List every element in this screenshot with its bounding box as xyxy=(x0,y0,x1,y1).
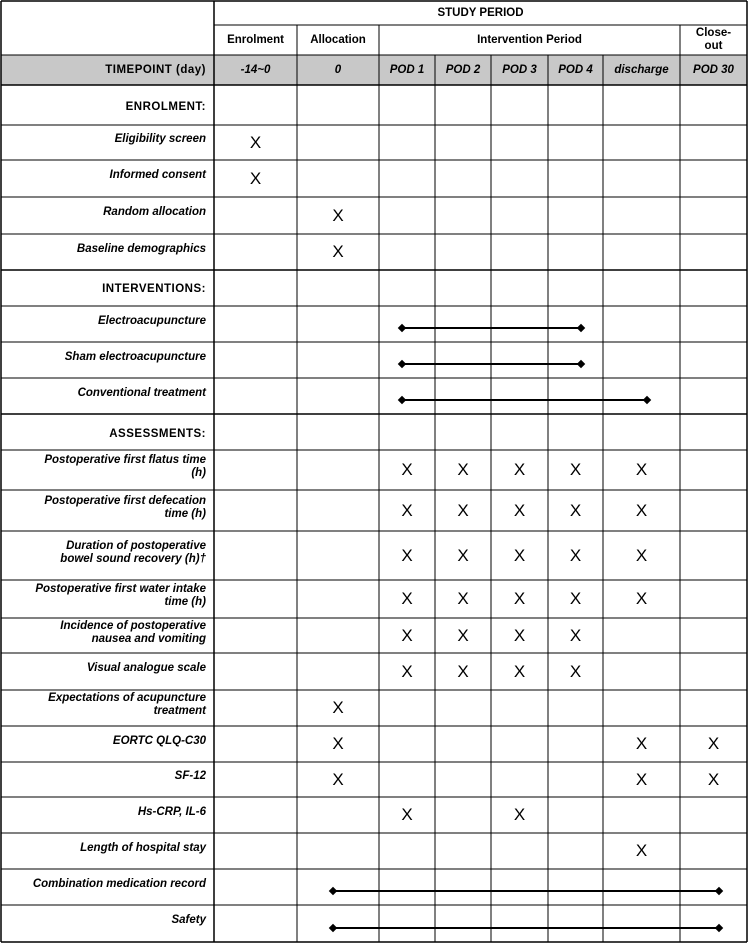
period-bar xyxy=(333,927,719,929)
row-label: Baseline demographics xyxy=(76,243,206,255)
period-bar xyxy=(402,363,581,365)
row-label: Visual analogue scale xyxy=(86,662,206,674)
x-mark: X xyxy=(569,545,582,565)
timepoint-1: 0 xyxy=(334,64,342,76)
section-assessments: ASSESSMENTS: xyxy=(109,428,206,440)
x-mark: X xyxy=(249,168,262,188)
row-label: Combination medication record xyxy=(32,878,206,890)
period-bar xyxy=(333,890,719,892)
row-label: Safety xyxy=(171,914,206,926)
x-mark: X xyxy=(569,460,582,479)
row-label: Random allocation xyxy=(103,206,206,218)
close-out-heading: Close- out xyxy=(695,27,732,52)
x-mark: X xyxy=(569,589,582,608)
x-mark: X xyxy=(457,545,469,565)
x-mark: X xyxy=(249,132,262,152)
section-enrolment: ENROLMENT: xyxy=(125,101,206,113)
row-label: Postoperative first water intake time (h) xyxy=(35,583,206,608)
row-label: Eligibility screen xyxy=(114,133,206,145)
x-mark: X xyxy=(332,205,344,225)
x-mark: X xyxy=(513,545,526,565)
x-mark: X xyxy=(513,460,526,479)
x-mark: X xyxy=(457,625,469,645)
x-mark: X xyxy=(635,460,648,479)
timepoint-3: POD 2 xyxy=(445,64,481,76)
x-mark: X xyxy=(513,500,526,520)
row-label: SF-12 xyxy=(174,770,206,782)
x-mark: X xyxy=(635,545,648,565)
x-mark: X xyxy=(401,500,413,520)
x-mark: X xyxy=(401,625,413,645)
x-mark: X xyxy=(707,769,720,789)
x-mark: X xyxy=(569,661,582,681)
row-label: Incidence of postoperative nausea and vomiting xyxy=(60,620,206,645)
row-label: Electroacupuncture xyxy=(98,315,206,327)
row-label: Postoperative first flatus time (h) xyxy=(44,454,206,479)
x-mark: X xyxy=(401,545,413,565)
x-mark: X xyxy=(332,769,344,789)
timepoint-2: POD 1 xyxy=(389,64,425,76)
x-mark: X xyxy=(401,661,413,681)
period-bar xyxy=(402,399,647,401)
x-mark: X xyxy=(401,805,413,824)
x-mark: X xyxy=(707,734,720,753)
timepoint-5: POD 4 xyxy=(558,64,593,76)
allocation-heading: Allocation xyxy=(310,34,366,46)
timepoint-6: discharge xyxy=(614,64,669,76)
row-label: Length of hospital stay xyxy=(80,842,206,854)
row-label: Expectations of acupuncture treatment xyxy=(48,692,206,717)
x-mark: X xyxy=(332,242,344,261)
x-mark: X xyxy=(569,500,582,520)
row-label: Informed consent xyxy=(109,169,206,181)
row-label: Sham electroacupuncture xyxy=(64,351,206,363)
intervention-period-heading: Intervention Period xyxy=(477,34,582,46)
enrolment-heading: Enrolment xyxy=(227,34,284,46)
x-mark: X xyxy=(457,661,469,681)
row-label: Postoperative first defecation time (h) xyxy=(44,495,206,520)
x-mark: X xyxy=(457,460,469,479)
row-label: Conventional treatment xyxy=(77,387,206,399)
timepoint-label: TIMEPOINT (day) xyxy=(105,64,206,76)
x-mark: X xyxy=(401,460,413,479)
x-mark: X xyxy=(569,625,582,645)
x-mark: X xyxy=(635,734,648,753)
period-bar xyxy=(402,327,581,329)
row-label: EORTC QLQ-C30 xyxy=(112,735,206,747)
x-mark: X xyxy=(332,734,344,753)
x-mark: X xyxy=(635,841,648,860)
x-mark: X xyxy=(635,769,648,789)
x-mark: X xyxy=(635,589,648,608)
x-mark: X xyxy=(513,661,526,681)
x-mark: X xyxy=(457,500,469,520)
row-label: Duration of postoperative bowel sound recovery (h)† xyxy=(60,540,206,565)
x-mark: X xyxy=(635,500,648,520)
row-label: Hs-CRP, IL-6 xyxy=(137,806,206,818)
x-mark: X xyxy=(457,589,469,608)
x-mark: X xyxy=(513,589,526,608)
timepoint-0: -14~0 xyxy=(240,64,271,76)
x-mark: X xyxy=(513,805,526,824)
study-period-heading: STUDY PERIOD xyxy=(437,7,524,19)
x-mark: X xyxy=(401,589,413,608)
timepoint-7: POD 30 xyxy=(693,64,734,76)
timepoint-4: POD 3 xyxy=(502,64,537,76)
x-mark: X xyxy=(513,625,526,645)
section-interventions: INTERVENTIONS: xyxy=(102,283,206,295)
x-mark: X xyxy=(332,698,344,717)
